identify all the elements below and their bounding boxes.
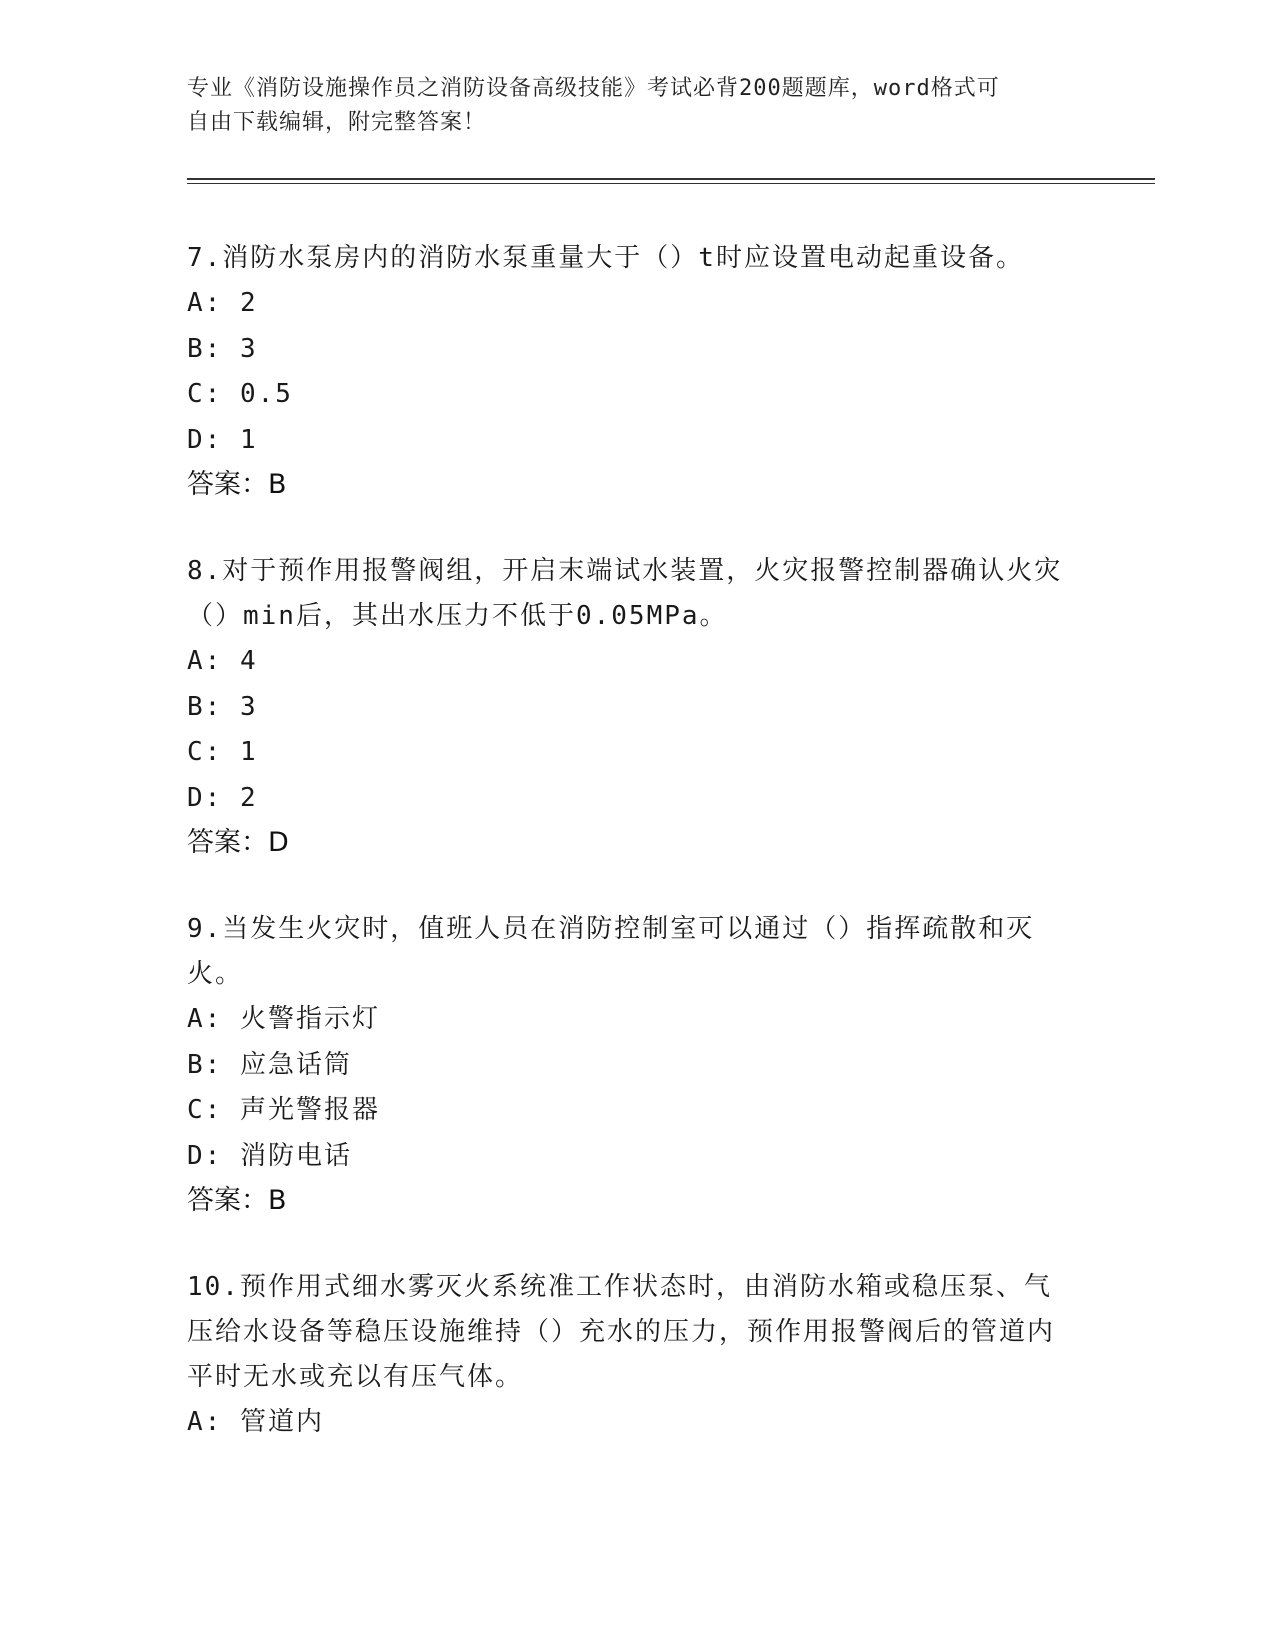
option-c: C: 0.5 [187,379,293,409]
header-divider-thin [187,183,1155,184]
option-d: D: 1 [187,424,258,455]
option-c: C: 1 [187,737,258,767]
question-stem: 9.当发生火灾时，值班人员在消防控制室可以通过（）指挥疏散和灭火。 [187,914,1035,989]
answer-line: 答案：D [187,827,289,858]
answer-line: 答案：B [187,469,287,500]
document-header [187,72,1067,140]
question-item [187,1265,1067,1446]
option-b: B: 应急话筒 [187,1049,352,1080]
header-line-2: 自由下载编辑，附完整答案！ [187,110,487,135]
question-stem: 10.预作用式细水雾灭火系统准工作状态时，由消防水箱或稳压泵、气压给水设备等稳压设施维持（）充水的压力，预作用报警阀后的管道内平时无水或充以有压气体。 [187,1272,1056,1392]
header-line-1: 专业《消防设施操作员之消防设备高级技能》考试必背200题题库，word格式可 [187,76,1000,101]
question-item [187,236,1067,507]
option-a: A: 火警指示灯 [187,1004,380,1034]
option-d: D: 2 [187,782,258,813]
option-a: A: 管道内 [187,1407,324,1437]
question-stem: 7.消防水泵房内的消防水泵重量大于（）t时应设置电动起重设备。 [187,243,1024,273]
option-b: B: 3 [187,691,258,722]
option-b: B: 3 [187,333,258,364]
option-c: C: 声光警报器 [187,1095,380,1125]
question-item [187,907,1067,1223]
question-list [187,236,1067,1488]
option-d: D: 消防电话 [187,1140,352,1171]
question-item [187,549,1067,865]
answer-line: 答案：B [187,1185,287,1216]
option-a: A: 2 [187,288,258,318]
question-stem: 8.对于预作用报警阀组，开启末端试水装置，火灾报警控制器确认火灾（）min后，其出水压力不低于0.05MPa。 [187,556,1063,631]
header-divider-thick [187,178,1155,180]
option-a: A: 4 [187,646,258,676]
